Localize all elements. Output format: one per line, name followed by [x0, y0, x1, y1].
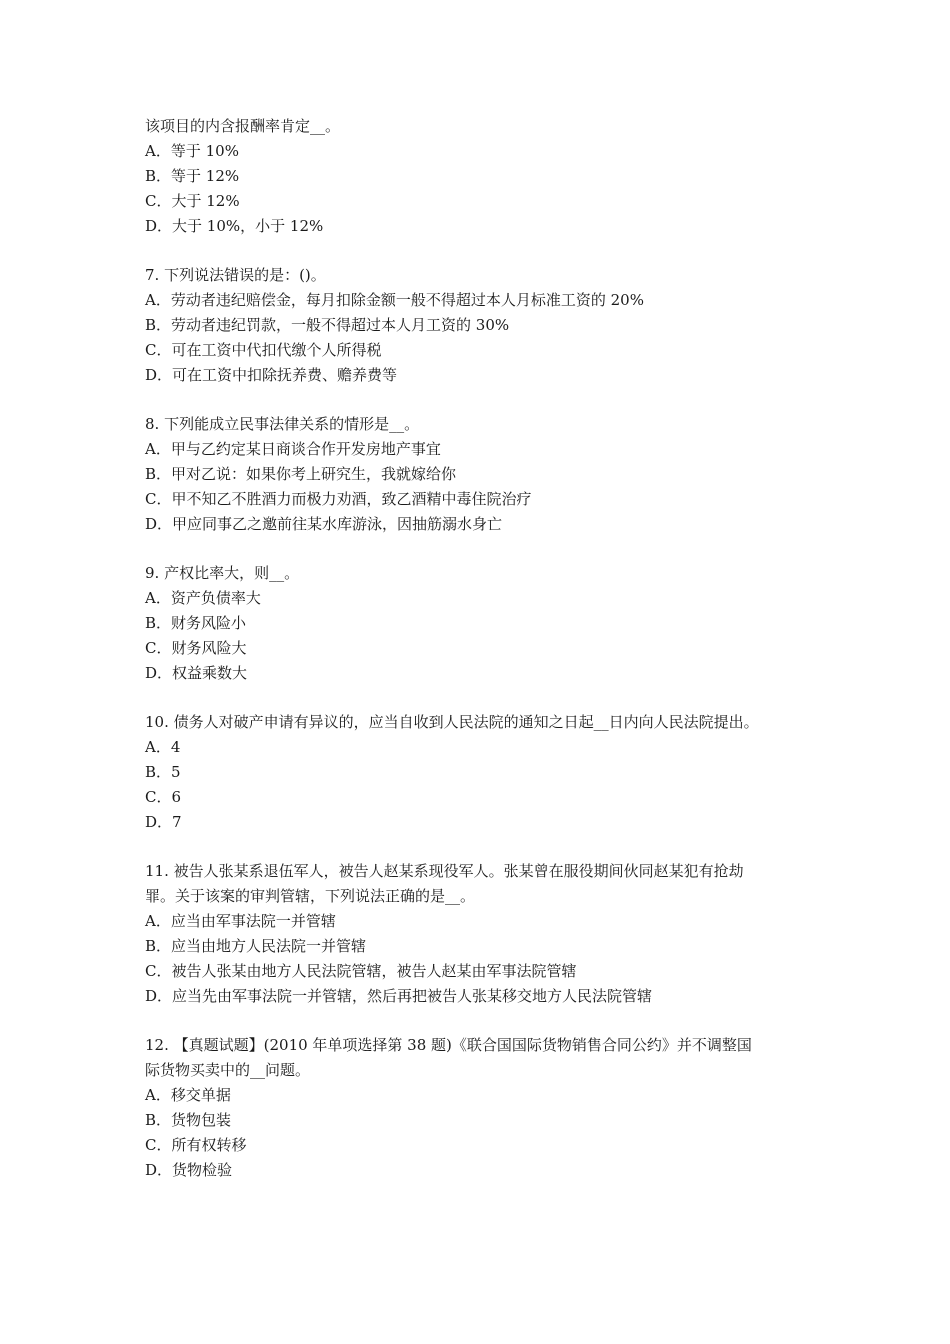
option-b: B．财务风险小: [145, 614, 247, 632]
option-a: A．等于 10%: [145, 142, 239, 160]
option-a: A．甲与乙约定某日商谈合作开发房地产事宜: [145, 440, 441, 458]
option-a: A．应当由军事法院一并管辖: [145, 912, 336, 930]
option-d: D．可在工资中扣除抚养费、赡养费等: [145, 366, 398, 384]
question-9: [145, 561, 825, 686]
document-page: [145, 114, 825, 1183]
question-stem-line-2: 际货物买卖中的__问题。: [145, 1061, 311, 1079]
question-stem: 7. 下列说法错误的是：()。: [145, 266, 326, 284]
option-a: A．劳动者违纪赔偿金，每月扣除金额一般不得超过本人月标准工资的 20%: [145, 291, 644, 309]
question-8: [145, 412, 825, 537]
option-b: B．等于 12%: [145, 167, 240, 185]
question-6-continuation: [145, 114, 825, 239]
option-c: C．财务风险大: [145, 639, 247, 657]
option-a: A．4: [145, 738, 181, 756]
option-c: C．甲不知乙不胜酒力而极力劝酒，致乙酒精中毒住院治疗: [145, 490, 532, 508]
question-stem: 8. 下列能成立民事法律关系的情形是__。: [145, 415, 420, 433]
question-stem-line-2: 罪。关于该案的审判管辖，下列说法正确的是__。: [145, 887, 476, 905]
option-c: C．可在工资中代扣代缴个人所得税: [145, 341, 382, 359]
option-b: B．应当由地方人民法院一并管辖: [145, 937, 367, 955]
question-stem-line-1: 12. 【真题试题】(2010 年单项选择第 38 题)《联合国国际货物销售合同公约》并不调整国: [145, 1036, 752, 1054]
question-stem: 10. 债务人对破产申请有异议的，应当自收到人民法院的通知之日起__日内向人民法院提出。: [145, 713, 759, 731]
question-stem: 9. 产权比率大，则__。: [145, 564, 300, 582]
question-12: [145, 1033, 825, 1183]
option-d: D．权益乘数大: [145, 664, 248, 682]
option-b: B．货物包装: [145, 1111, 232, 1129]
question-7: [145, 263, 825, 388]
option-d: D．7: [145, 813, 182, 831]
question-stem-line-1: 11. 被告人张某系退伍军人，被告人赵某系现役军人。张某曾在服役期间伙同赵某犯有抢劫: [145, 862, 744, 880]
option-a: A．移交单据: [145, 1086, 231, 1104]
option-b: B．甲对乙说：如果你考上研究生，我就嫁给你: [145, 465, 457, 483]
option-b: B．5: [145, 763, 181, 781]
option-c: C．大于 12%: [145, 192, 240, 210]
question-10: [145, 710, 825, 835]
option-d: D．大于 10%，小于 12%: [145, 217, 324, 235]
option-c: C．6: [145, 788, 182, 806]
option-a: A．资产负债率大: [145, 589, 261, 607]
option-b: B．劳动者违纪罚款，一般不得超过本人月工资的 30%: [145, 316, 510, 334]
option-d: D．甲应同事乙之邀前往某水库游泳，因抽筋溺水身亡: [145, 515, 503, 533]
option-c: C．所有权转移: [145, 1136, 247, 1154]
option-d: D．应当先由军事法院一并管辖，然后再把被告人张某移交地方人民法院管辖: [145, 987, 653, 1005]
option-d: D．货物检验: [145, 1161, 233, 1179]
question-stem: 该项目的内含报酬率肯定__。: [145, 117, 341, 135]
question-11: [145, 859, 825, 1009]
option-c: C．被告人张某由地方人民法院管辖，被告人赵某由军事法院管辖: [145, 962, 577, 980]
